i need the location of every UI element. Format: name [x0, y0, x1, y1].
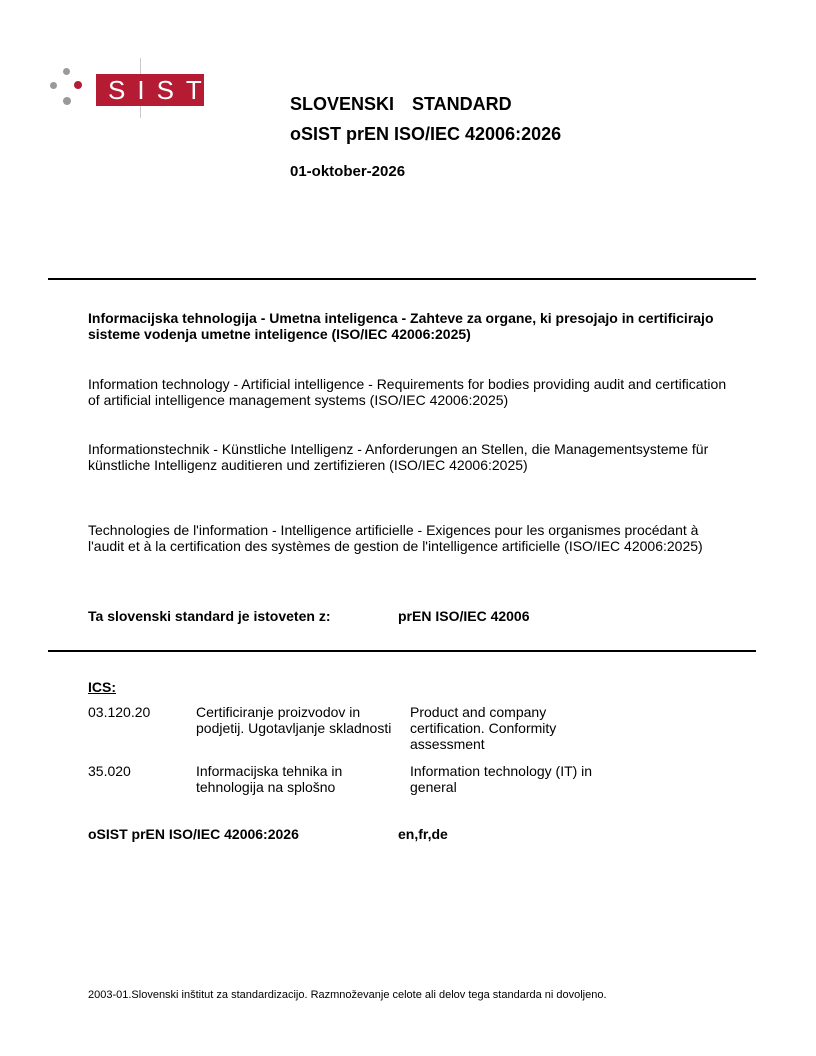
- divider-bottom: [48, 650, 756, 652]
- identical-value: prEN ISO/IEC 42006: [398, 608, 530, 624]
- standard-date: 01-oktober-2026: [290, 163, 406, 180]
- divider-top: [48, 278, 756, 280]
- ics-description-slovenian: Certificiranje proizvodov in podjetij. Ugotavljanje skladnosti: [196, 704, 392, 736]
- ics-code: 03.120.20: [88, 704, 151, 720]
- standard-label: SLOVENSKI STANDARD: [290, 94, 512, 114]
- sist-logo-dots: [48, 66, 84, 110]
- ics-code: 35.020: [88, 763, 131, 779]
- title-english: Information technology - Artificial intelligence - Requirements for bodies providing audit and certification of artificial intelligence management systems (ISO/IEC 42006:2025): [88, 376, 727, 408]
- ics-description-english: Product and company certification. Conformity assessment: [410, 704, 557, 752]
- footer-standard-code: oSIST prEN ISO/IEC 42006:2026: [88, 826, 299, 842]
- copyright-notice: 2003-01.Slovenski inštitut za standardizacijo. Razmnoževanje celote ali delov tega standarda ni dovoljeno.: [88, 989, 607, 1001]
- title-german: Informationstechnik - Künstliche Intelligenz - Anforderungen an Stellen, die Managementsysteme für künstliche Intelligenz auditieren und zertifizieren (ISO/IEC 42006:2025): [88, 441, 709, 473]
- sist-logo: SIST: [96, 74, 204, 106]
- title-french: Technologies de l'information - Intelligence artificielle - Exigences pour les organismes procédant à l'audit et à la certification des systèmes de gestion de l'intelligence artificielle (ISO/IEC 42006:2025): [88, 522, 703, 554]
- logo-dot: [50, 82, 57, 89]
- logo-dot: [63, 97, 71, 105]
- footer-languages: en,fr,de: [398, 826, 448, 842]
- logo-dot: [63, 68, 70, 75]
- standard-code: oSIST prEN ISO/IEC 42006:2026: [290, 124, 562, 144]
- title-slovenian: Informacijska tehnologija - Umetna inteligenca - Zahteve za organe, ki presojajo in certificirajo sisteme vodenja umetne inteligence (ISO/IEC 42006:2025): [88, 310, 714, 342]
- ics-description-english: Information technology (IT) in general: [410, 763, 593, 795]
- ics-description-slovenian: Informacijska tehnika in tehnologija na splošno: [196, 763, 343, 795]
- logo-dot-highlight: [74, 81, 82, 89]
- identical-label: Ta slovenski standard je istoveten z:: [88, 608, 331, 624]
- ics-label: ICS:: [88, 679, 116, 695]
